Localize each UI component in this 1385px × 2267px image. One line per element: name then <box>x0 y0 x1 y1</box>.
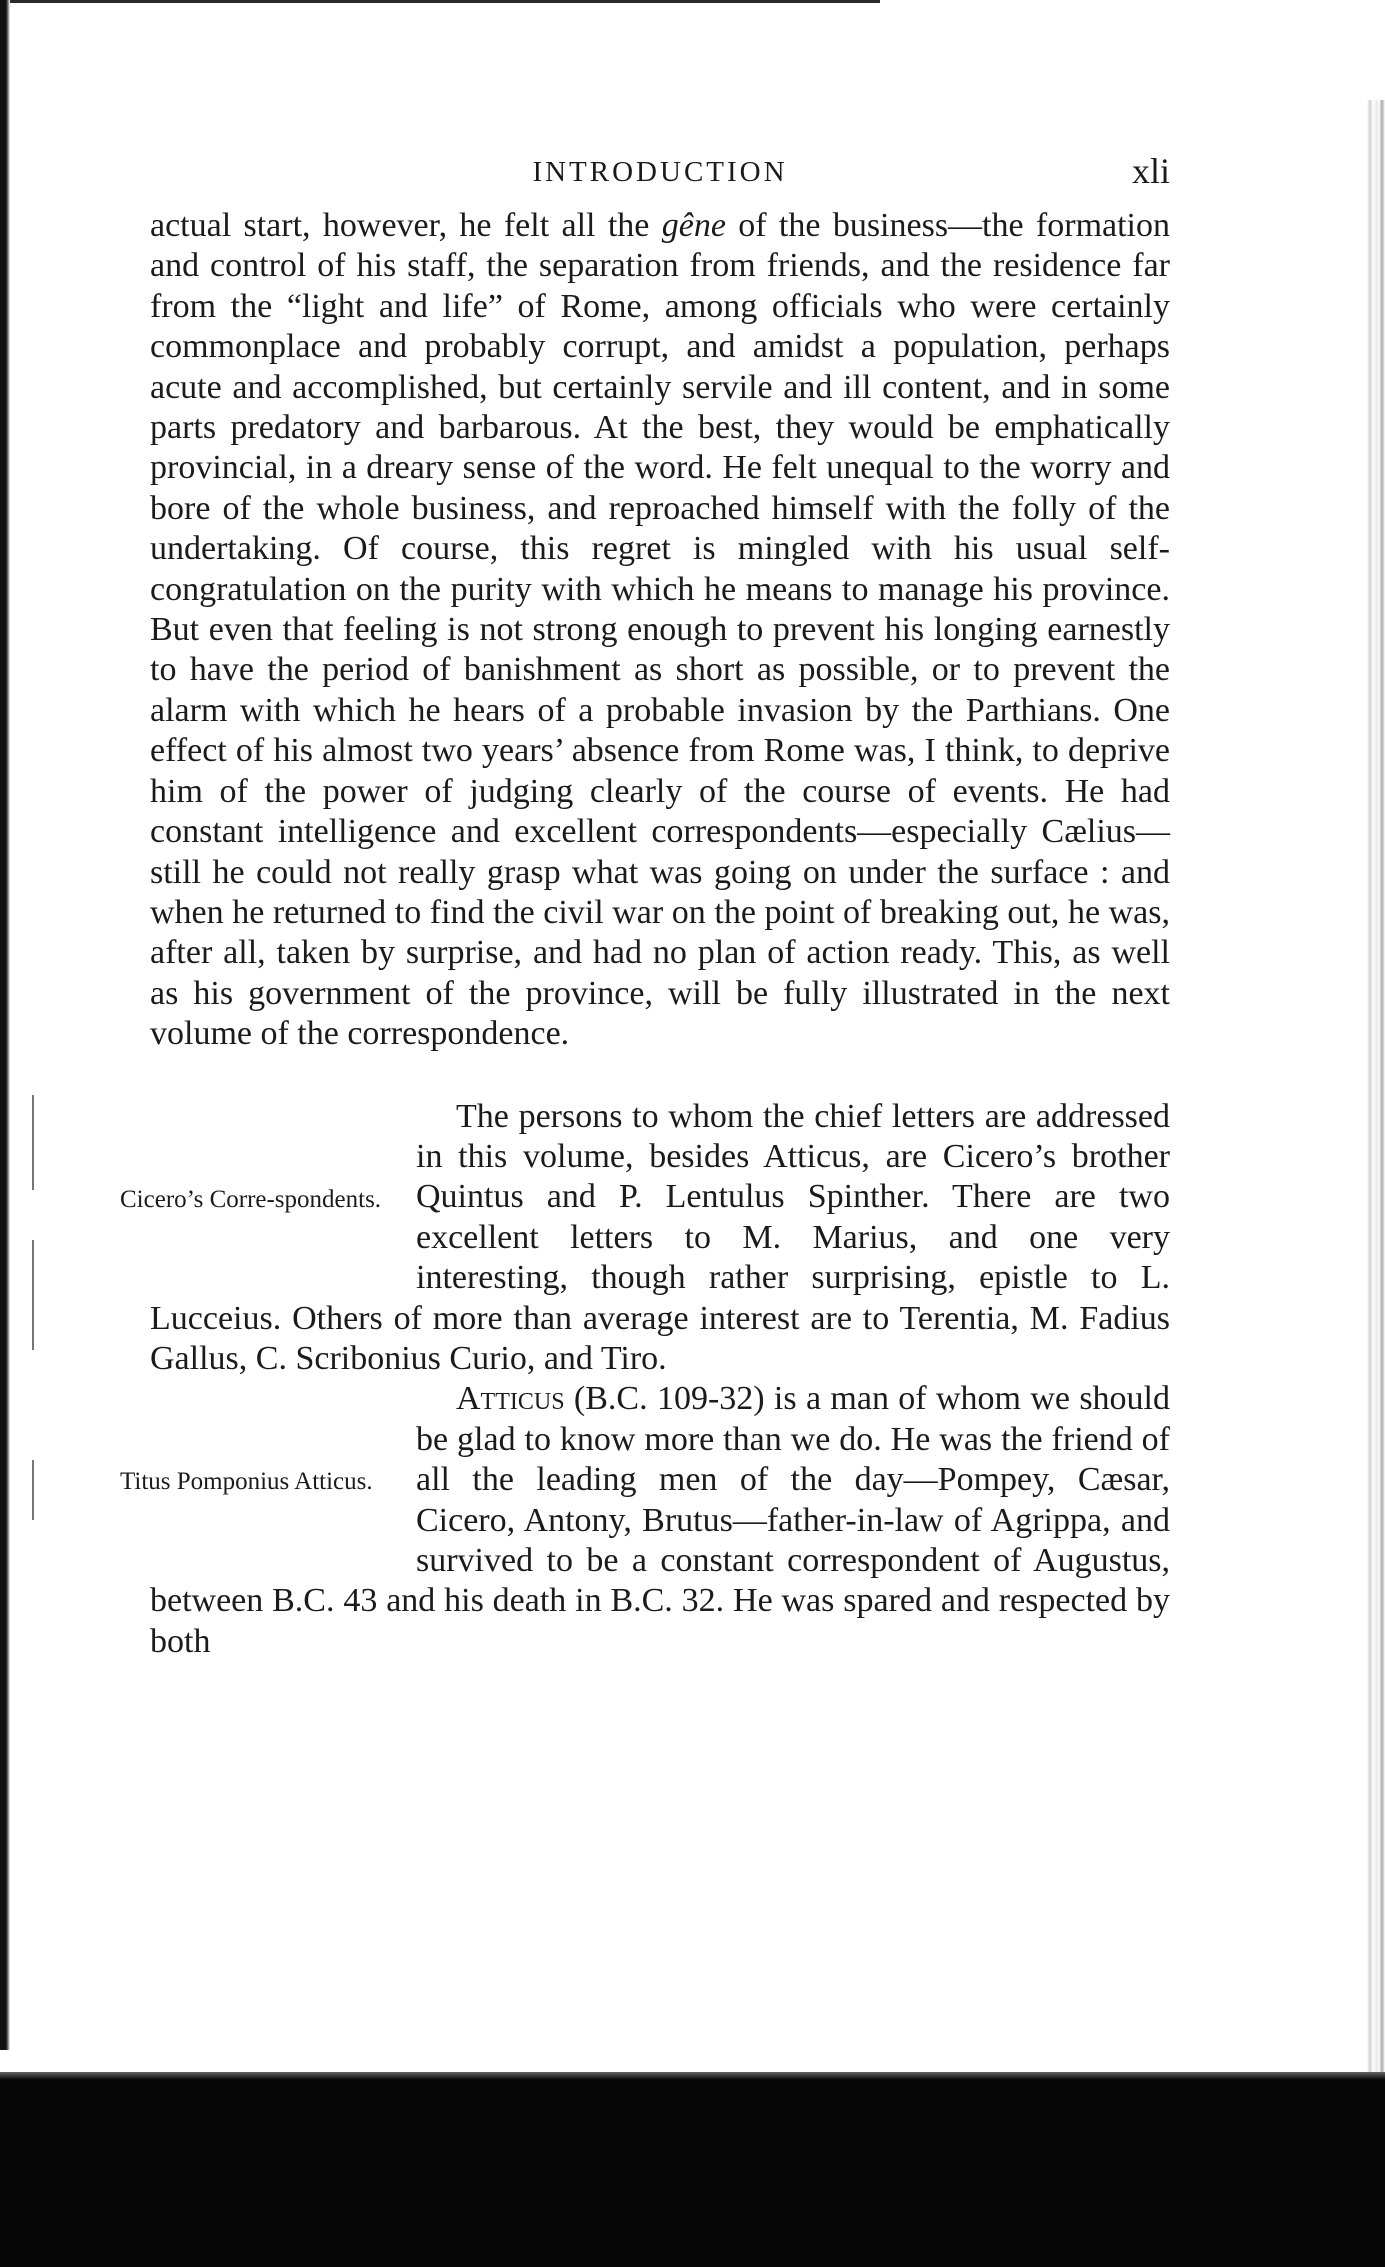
scan-bottom-shadow <box>0 2072 1385 2267</box>
page-number: xli <box>1131 151 1170 191</box>
paragraph-atticus <box>120 1379 1170 1662</box>
sidenote-box <box>120 1137 416 1299</box>
margin-mark <box>32 1095 34 1190</box>
paragraph-correspondents <box>120 1097 1170 1380</box>
sidenote-atticus: Titus Pomponius Atticus. <box>120 1468 373 1496</box>
sidenote-box <box>120 1419 416 1581</box>
paragraph-provincial-life <box>150 206 1170 1055</box>
paragraph-text: actual start, however, he felt all the <box>150 207 662 244</box>
scan-top-edge <box>0 0 880 3</box>
running-title: INTRODUCTION <box>532 156 788 188</box>
sidenote-correspondents: Cicero’s Corre-spondents. <box>120 1185 382 1213</box>
scan-right-edge <box>1367 100 1385 2090</box>
paragraph-text: The persons to whom the chief letters are addressed in this volume, besides Atticus, are Cicero’s brother Quintus and P. Lentulus Spinther. There are two excellent letters to M. Marius, and one very interesting, though rather surprising, epistle to L. Lucceius. Others of more than average interest are to Terentia, M. Fadius Gallus, C. Scribonius Curio, and Tiro. <box>150 1097 1170 1377</box>
book-page <box>120 150 1170 1662</box>
margin-mark <box>32 1460 34 1520</box>
scan-left-edge <box>0 0 10 2050</box>
paragraph-text: of the business—the formation and control of his staff, the separation from friends, and the residence far from the “light and life” of Rome, among officials who were certainly commonplace and probably corrupt, and amidst a population, perhaps acute and accomplished, but certainly servile and ill content, and in some parts predatory and barbarous. At the best, they would be emphatically provincial, in a dreary sense of the word. He felt unequal to the worry and bore of the whole business, and reproached himself with the folly of the undertaking. Of course, this regret is mingled with his usual self-congratulation on the purity with which he means to manage his province. But even that feeling is not strong enough to prevent his longing earnestly to have the period of banishment as short as possible, or to prevent the alarm with which he hears of a probable invasion by the Parthians. One effect of his almost two years’ absence from Rome was, I think, to deprive him of the power of judging clearly of the course of events. He had constant intelligence and excellent correspondents—especially Cælius—still he could not really grasp what was going on under the surface : and when he returned to find the civil war on the point of breaking out, he was, after all, taken by surprise, and had no plan of action ready. This, as well as his government of the province, will be fully illustrated in the next volume of the correspondence. <box>150 207 1170 1053</box>
running-head <box>150 150 1170 200</box>
person-name: Atticus <box>456 1380 565 1418</box>
margin-mark <box>32 1240 34 1350</box>
paragraph-text: (B.C. 109-32) is a man of whom we should be glad to know more than we do. He was the friend of all the leading men of the day—Pompey, Cæsar, Cicero, Antony, Brutus—father-in-law of Agrippa, and survived to be a constant correspondent of Augustus, between B.C. 43 and his death in B.C. 32. He was spared and respected by both <box>150 1380 1170 1660</box>
italic-term: gêne <box>661 207 726 244</box>
